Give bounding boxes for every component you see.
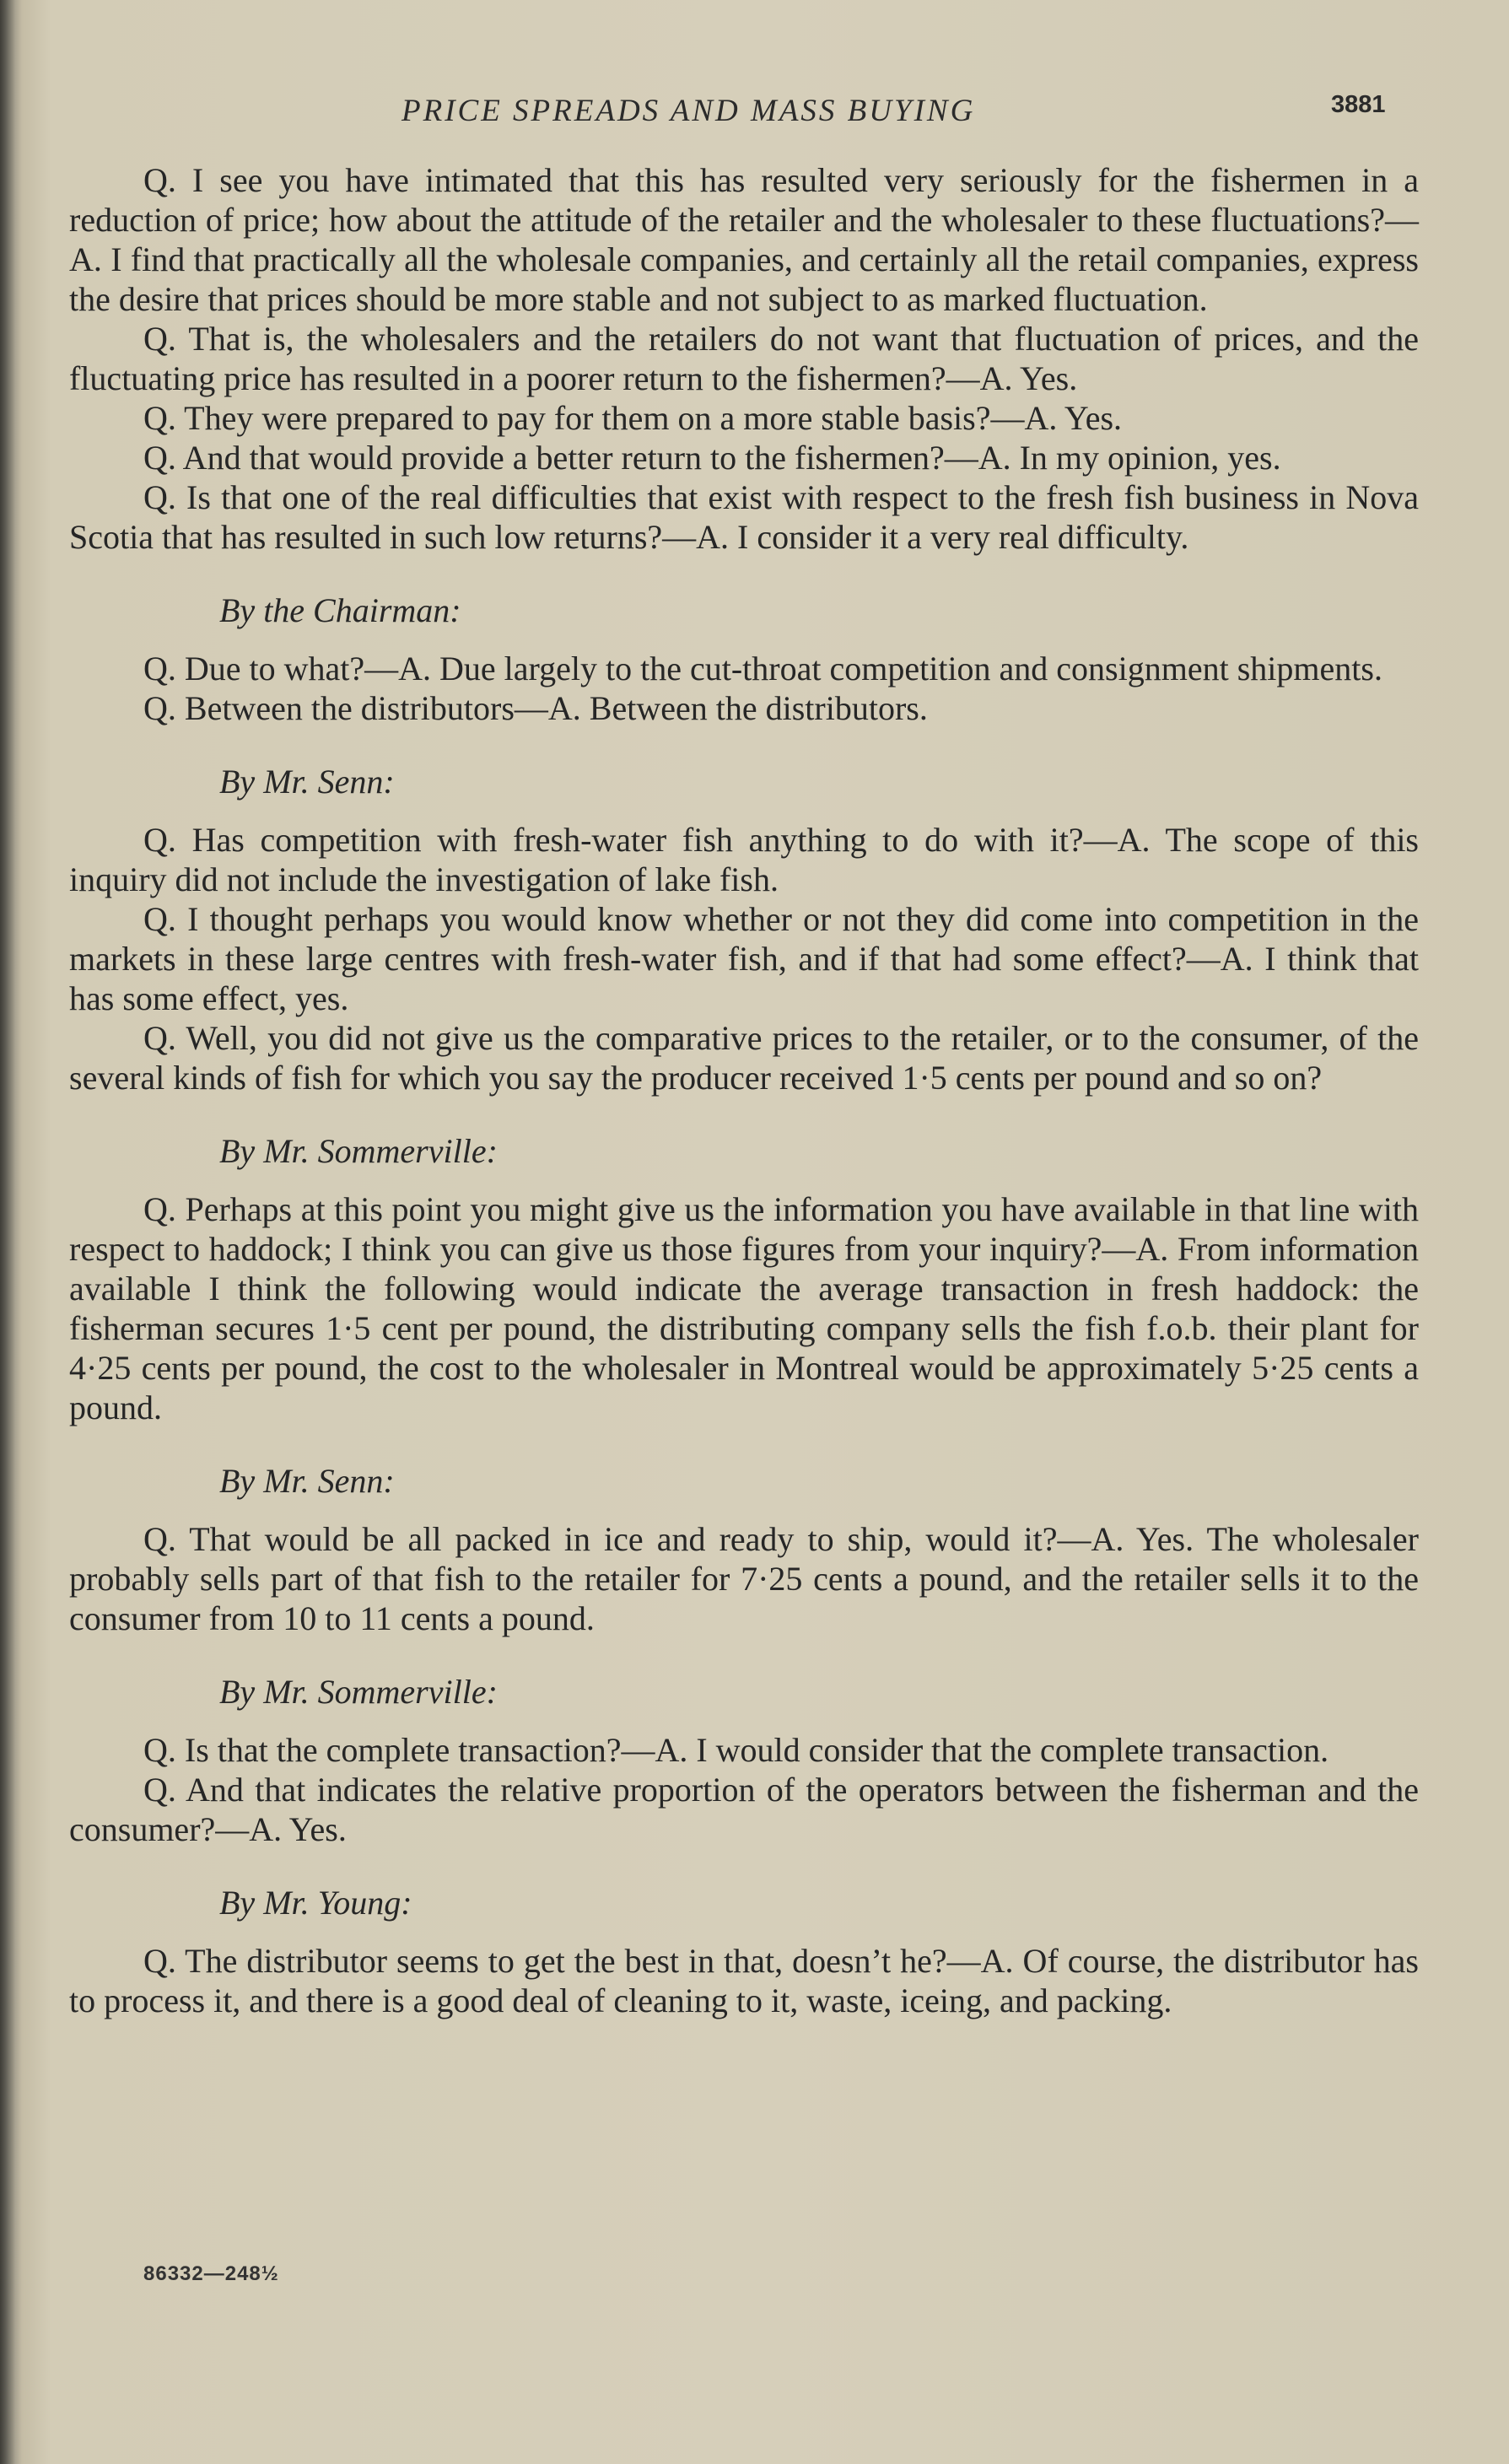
question-answer-paragraph: Q. Between the distributors—A. Between the distributors.	[143, 689, 928, 727]
printer-code: 86332—248½	[143, 2262, 279, 2285]
question-answer-paragraph: Q. They were prepared to pay for them on a more stable basis?—A. Yes.	[143, 399, 1123, 437]
body-text	[69, 160, 1419, 2020]
question-answer-paragraph: Q. I thought perhaps you would know whether or not they did come into competition in the markets in these large centres with fresh-water fish, and if that had some effect?—A. I think that has some effect, yes.	[69, 900, 1419, 1017]
speaker-heading: By Mr. Senn:	[219, 1462, 395, 1500]
question-answer-paragraph: Q. That is, the wholesalers and the retailers do not want that fluctuation of prices, and the fluctuating price has resulted in a poorer return to the fishermen?—A. Yes.	[69, 320, 1419, 397]
speaker-heading: By Mr. Sommerville:	[219, 1673, 498, 1711]
question-answer-paragraph: Q. And that would provide a better return to the fishermen?—A. In my opinion, yes.	[143, 439, 1281, 477]
question-answer-paragraph: Q. Is that the complete transaction?—A. I would consider that the complete transaction.	[143, 1731, 1329, 1769]
speaker-heading: By Mr. Senn:	[219, 763, 395, 801]
question-answer-paragraph: Q. Is that one of the real difficulties that exist with respect to the fresh fish business in Nova Scotia that has resulted in such low returns?—A. I consider it a very real difficulty.	[69, 478, 1419, 556]
question-answer-paragraph: Q. That would be all packed in ice and ready to ship, would it?—A. Yes. The wholesaler probably sells part of that fish to the retailer for 7·25 cents a pound, and the retailer sells it to the consumer from 10 to 11 cents a pound.	[69, 1520, 1419, 1637]
speaker-heading: By Mr. Young:	[219, 1884, 412, 1922]
question-answer-paragraph: Q. And that indicates the relative proportion of the operators between the fisherman and the consumer?—A. Yes.	[69, 1771, 1419, 1848]
question-answer-paragraph: Q. Due to what?—A. Due largely to the cut-throat competition and consignment shipments.	[143, 650, 1382, 687]
speaker-heading: By Mr. Sommerville:	[219, 1132, 498, 1170]
question-answer-paragraph: Q. The distributor seems to get the best in that, doesn’t he?—A. Of course, the distributor has to process it, and there is a good deal of cleaning to it, waste, iceing, and packing.	[69, 1942, 1419, 2019]
question-answer-paragraph: Q. Perhaps at this point you might give us the information you have available in that line with respect to haddock; I think you can give us those figures from your inquiry?—A. From information available I think the following would indicate the average transaction in fresh haddock: the fisherman secures 1·5 cent per pound, the distributing company sells the fish f.o.b. their plant for 4·25 cents per pound, the cost to the wholesaler in Montreal would be approximately 5·25 cents a pound.	[69, 1190, 1419, 1426]
speaker-heading: By the Chairman:	[219, 591, 461, 629]
question-answer-paragraph: Q. Has competition with fresh-water fish anything to do with it?—A. The scope of this inquiry did not include the investigation of lake fish.	[69, 821, 1419, 898]
page-number: 3881	[1331, 91, 1386, 118]
page-header	[0, 93, 1509, 135]
running-title: PRICE SPREADS AND MASS BUYING	[402, 94, 976, 128]
question-answer-paragraph: Q. Well, you did not give us the comparative prices to the retailer, or to the consumer, of the several kinds of fish for which you say the producer received 1·5 cents per pound and so on?	[69, 1019, 1419, 1097]
question-answer-paragraph: Q. I see you have intimated that this has resulted very seriously for the fishermen in a reduction of price; how about the attitude of the retailer and the wholesaler to these fluctuations?—A. I find that practically all the wholesale companies, and certainly all the retail companies, express the desire that prices should be more stable and not subject to as marked fluctuation.	[69, 161, 1419, 318]
